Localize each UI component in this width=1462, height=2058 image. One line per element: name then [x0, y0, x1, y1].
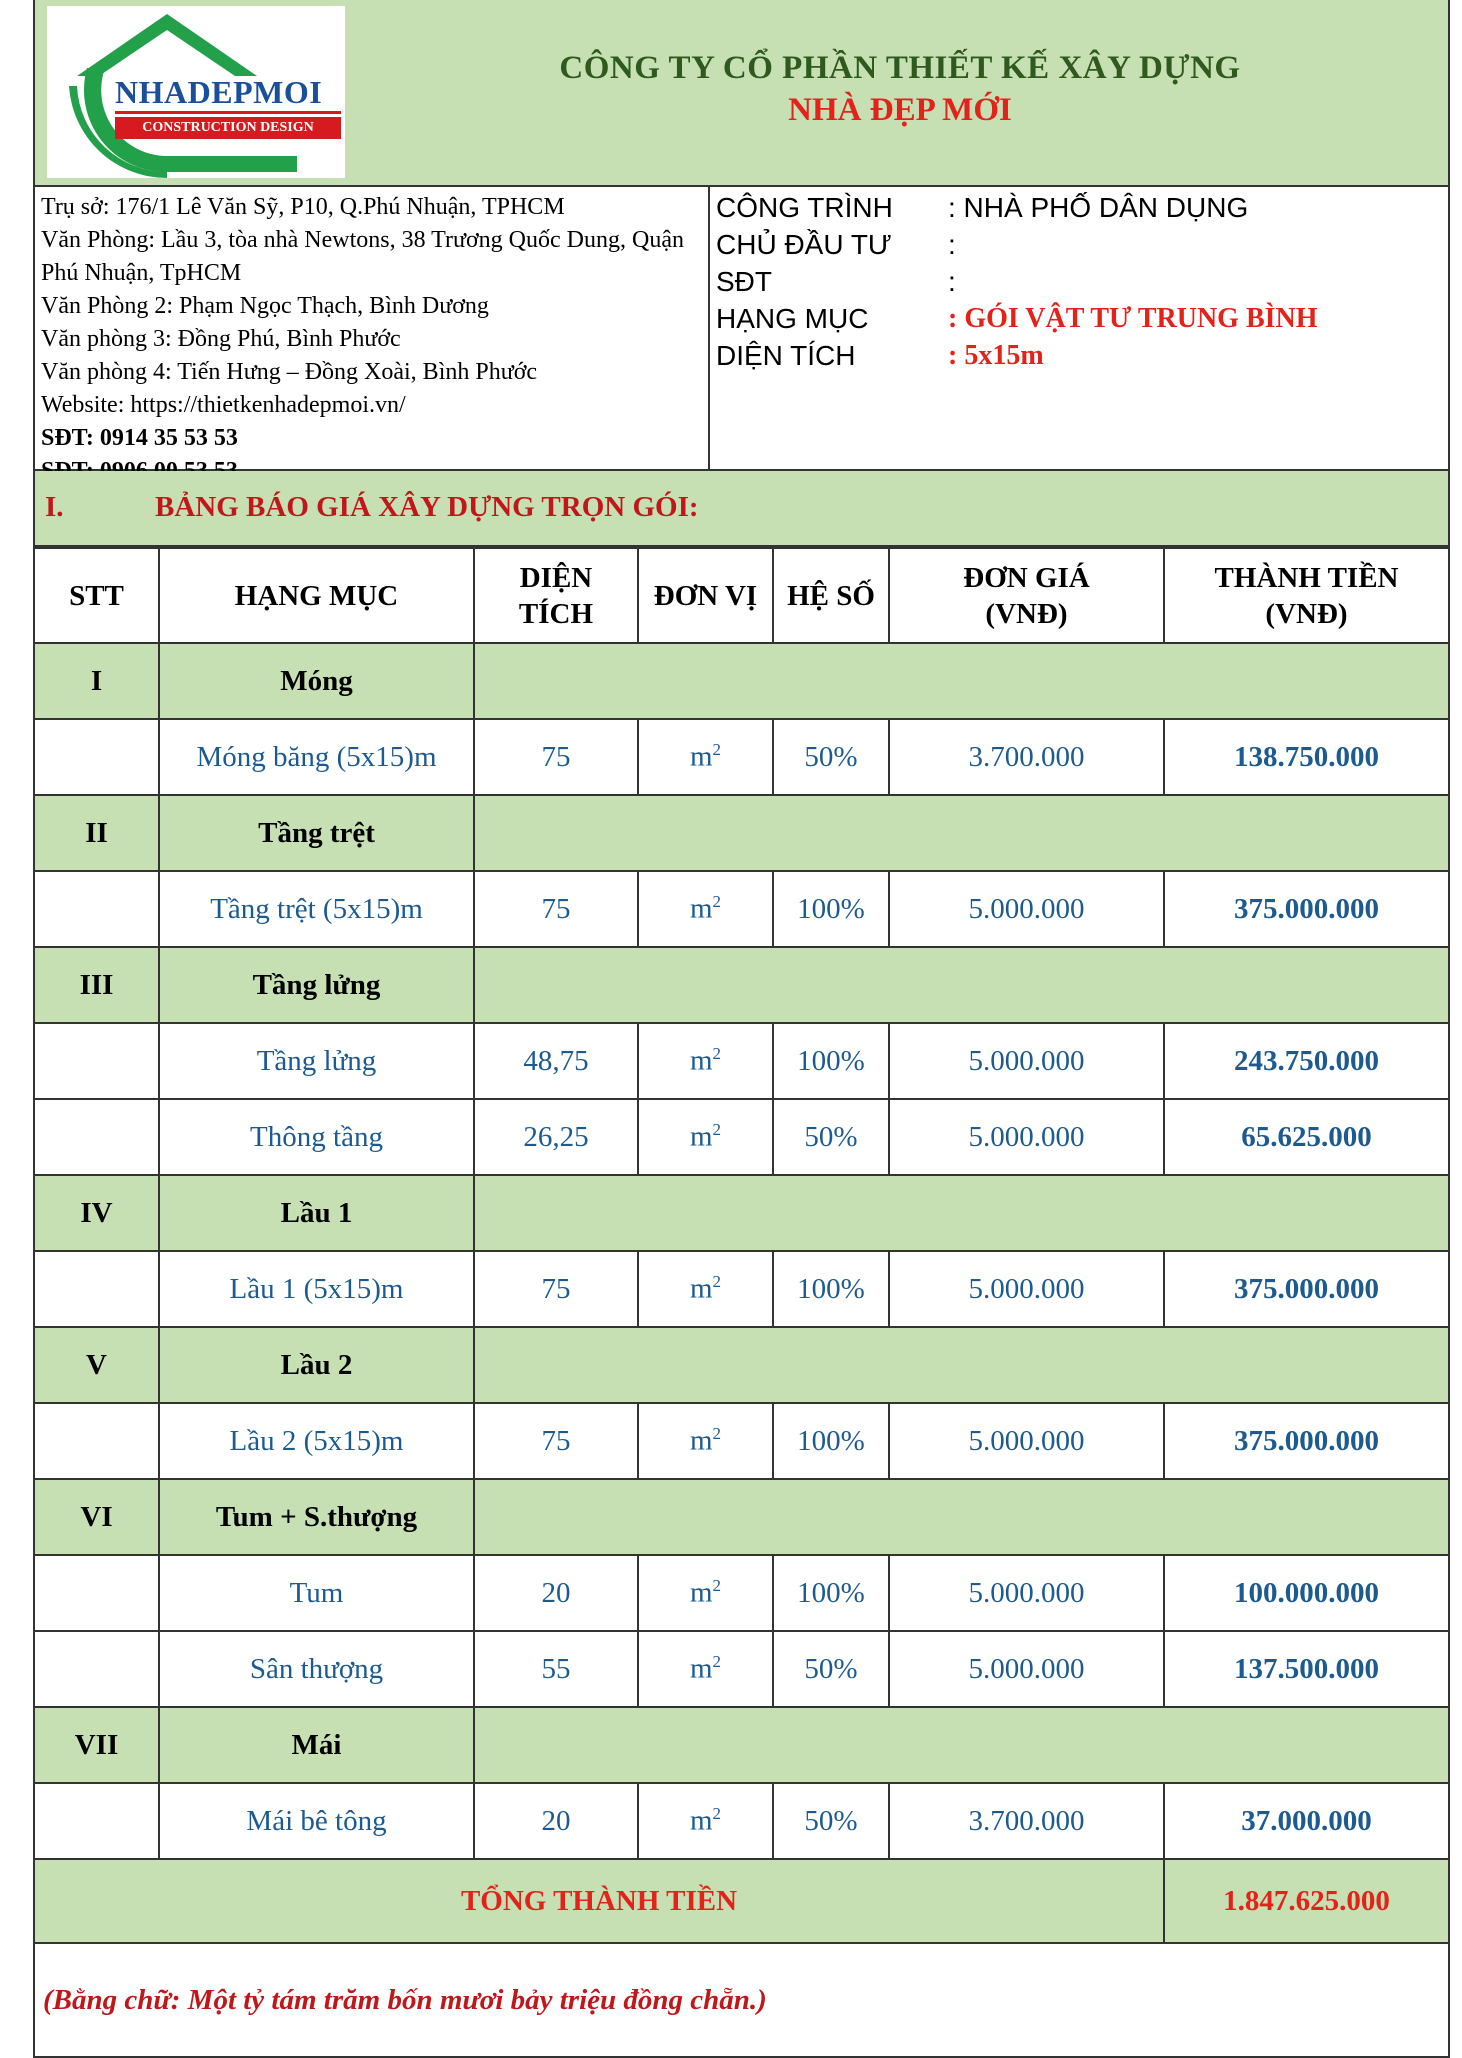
area-cell: 75: [474, 871, 638, 947]
unit-exponent: 2: [712, 1576, 722, 1596]
col-hang-muc: HẠNG MỤC: [159, 548, 474, 643]
group-name: Lầu 1: [159, 1175, 474, 1251]
unit-base: m: [689, 1120, 713, 1153]
price-cell: 5.000.000: [889, 1555, 1164, 1631]
table-row: [35, 1403, 1448, 1479]
table-row: [35, 1023, 1448, 1099]
coef-cell: 50%: [773, 1631, 889, 1707]
stt-cell: [35, 1783, 159, 1859]
item-name: Tầng trệt (5x15)m: [159, 871, 474, 947]
amount-in-words: [35, 1944, 1448, 2056]
stt-cell: [35, 1555, 159, 1631]
area-cell: 75: [474, 719, 638, 795]
price-cell: 5.000.000: [889, 1631, 1164, 1707]
project-info: [710, 187, 1448, 469]
unit-cell: [638, 1555, 773, 1631]
group-row: [35, 1479, 1448, 1555]
area-cell: 20: [474, 1783, 638, 1859]
item-name: Mái bê tông: [159, 1783, 474, 1859]
stt-cell: [35, 1023, 159, 1099]
unit-exponent: 2: [712, 892, 722, 912]
unit-exponent: 2: [712, 1652, 722, 1672]
col-dien-tich: DIỆN TÍCH: [474, 548, 638, 643]
price-cell: 3.700.000: [889, 1783, 1164, 1859]
header: [35, 0, 1448, 187]
package-label: HẠNG MỤC: [716, 303, 869, 334]
group-name: Móng: [159, 643, 474, 719]
area-cell: 55: [474, 1631, 638, 1707]
col-don-gia: ĐƠN GIÁ (VNĐ): [889, 548, 1164, 643]
phone-value: :: [948, 266, 956, 297]
price-cell: 5.000.000: [889, 1403, 1164, 1479]
group-name: Tầng lửng: [159, 947, 474, 1023]
total-row: [35, 1859, 1448, 1943]
coef-cell: 100%: [773, 1023, 889, 1099]
coef-cell: 50%: [773, 1099, 889, 1175]
group-stt: IV: [35, 1175, 159, 1251]
info-block: [35, 187, 1448, 471]
unit-cell: [638, 1023, 773, 1099]
col-don-vi: ĐƠN VỊ: [638, 548, 773, 643]
table-row: [35, 719, 1448, 795]
col-he-so: HỆ SỐ: [773, 548, 889, 643]
total-cell: 137.500.000: [1164, 1631, 1448, 1707]
unit-base: m: [689, 1044, 713, 1077]
area-cell: 20: [474, 1555, 638, 1631]
unit-base: m: [689, 1804, 713, 1837]
item-name: Sân thượng: [159, 1631, 474, 1707]
unit-exponent: 2: [712, 1424, 722, 1444]
group-stt: II: [35, 795, 159, 871]
package-value: : GÓI VẬT TƯ TRUNG BÌNH: [948, 303, 1318, 334]
address-block: [35, 187, 710, 469]
group-row: [35, 795, 1448, 871]
unit-exponent: 2: [712, 1044, 722, 1064]
total-cell: 65.625.000: [1164, 1099, 1448, 1175]
group-name: Lầu 2: [159, 1327, 474, 1403]
unit-exponent: 2: [712, 740, 722, 760]
group-filler: [474, 643, 1448, 719]
table-header-row: [35, 548, 1448, 643]
group-name: Tầng trệt: [159, 795, 474, 871]
coef-cell: 50%: [773, 719, 889, 795]
group-filler: [474, 947, 1448, 1023]
group-stt: VI: [35, 1479, 159, 1555]
total-cell: 100.000.000: [1164, 1555, 1448, 1631]
logo-tagline: CONSTRUCTION DESIGN: [115, 114, 341, 139]
section-number: I.: [45, 491, 64, 523]
area-label: DIỆN TÍCH: [716, 340, 856, 371]
unit-cell: [638, 871, 773, 947]
unit-cell: [638, 1403, 773, 1479]
unit-cell: [638, 719, 773, 795]
table-row: [35, 1783, 1448, 1859]
group-stt: III: [35, 947, 159, 1023]
unit-cell: [638, 1099, 773, 1175]
table-body: [35, 643, 1448, 1859]
stt-cell: [35, 719, 159, 795]
price-cell: 5.000.000: [889, 871, 1164, 947]
area-cell: 75: [474, 1403, 638, 1479]
total-cell: 375.000.000: [1164, 1251, 1448, 1327]
investor-value: :: [948, 229, 956, 260]
section-title: [35, 471, 1448, 547]
coef-cell: 100%: [773, 1403, 889, 1479]
area-cell: 75: [474, 1251, 638, 1327]
unit-base: m: [689, 1272, 713, 1305]
brand-name: NHÀ ĐẸP MỚI: [788, 92, 1012, 128]
address-line: Văn Phòng: Lầu 3, tòa nhà Newtons, 38 Trương Quốc Dung, Quận Phú Nhuận, TpHCM: [41, 227, 684, 286]
table-row: [35, 1631, 1448, 1707]
total-cell: 138.750.000: [1164, 719, 1448, 795]
quotation-table: [35, 547, 1448, 1944]
price-cell: 3.700.000: [889, 719, 1164, 795]
area-cell: 48,75: [474, 1023, 638, 1099]
unit-cell: [638, 1251, 773, 1327]
group-name: Mái: [159, 1707, 474, 1783]
col-stt: STT: [35, 548, 159, 643]
group-filler: [474, 1707, 1448, 1783]
address-line: Văn phòng 3: Đồng Phú, Bình Phước: [41, 326, 401, 352]
amount-in-words-text: (Bằng chữ: Một tỷ tám trăm bốn mươi bảy triệu đồng chẵn.): [43, 1984, 767, 2016]
price-cell: 5.000.000: [889, 1251, 1164, 1327]
quotation-sheet: [33, 0, 1450, 2058]
coef-cell: 50%: [773, 1783, 889, 1859]
unit-cell: [638, 1631, 773, 1707]
unit-base: m: [689, 1424, 713, 1457]
unit-base: m: [689, 740, 713, 773]
unit-base: m: [689, 1576, 713, 1609]
group-filler: [474, 1479, 1448, 1555]
logo-name: NHADEPMOI: [115, 74, 323, 110]
total-cell: 375.000.000: [1164, 1403, 1448, 1479]
table-row: [35, 1251, 1448, 1327]
group-stt: VII: [35, 1707, 159, 1783]
phone-1: SĐT: 0914 35 53 53: [41, 425, 238, 451]
col-thanh-tien: THÀNH TIỀN (VNĐ): [1164, 548, 1448, 643]
section-heading: BẢNG BÁO GIÁ XÂY DỰNG TRỌN GÓI:: [155, 491, 699, 523]
project-label: CÔNG TRÌNH: [716, 192, 893, 223]
group-row: [35, 947, 1448, 1023]
item-name: Lầu 2 (5x15)m: [159, 1403, 474, 1479]
address-line: Văn Phòng 2: Phạm Ngọc Thạch, Bình Dương: [41, 293, 489, 319]
price-cell: 5.000.000: [889, 1023, 1164, 1099]
item-name: Thông tầng: [159, 1099, 474, 1175]
website-link[interactable]: Website: https://thietkenhadepmoi.vn/: [41, 392, 406, 418]
item-name: Tum: [159, 1555, 474, 1631]
unit-cell: [638, 1783, 773, 1859]
unit-base: m: [689, 892, 713, 925]
item-name: Móng băng (5x15)m: [159, 719, 474, 795]
coef-cell: 100%: [773, 1251, 889, 1327]
area-value: : 5x15m: [948, 340, 1044, 371]
group-filler: [474, 1327, 1448, 1403]
address-line: Văn phòng 4: Tiến Hưng – Đồng Xoài, Bình Phước: [41, 359, 538, 385]
group-row: [35, 643, 1448, 719]
stt-cell: [35, 1099, 159, 1175]
table-row: [35, 1555, 1448, 1631]
total-cell: 375.000.000: [1164, 871, 1448, 947]
group-row: [35, 1707, 1448, 1783]
item-name: Lầu 1 (5x15)m: [159, 1251, 474, 1327]
table-row: [35, 1099, 1448, 1175]
address-line: Trụ sở: 176/1 Lê Văn Sỹ, P10, Q.Phú Nhuận, TPHCM: [41, 194, 565, 220]
company-logo: [47, 6, 345, 178]
group-filler: [474, 1175, 1448, 1251]
stt-cell: [35, 1251, 159, 1327]
unit-exponent: 2: [712, 1272, 722, 1292]
group-name: Tum + S.thượng: [159, 1479, 474, 1555]
stt-cell: [35, 1631, 159, 1707]
group-stt: I: [35, 643, 159, 719]
unit-base: m: [689, 1652, 713, 1685]
unit-exponent: 2: [712, 1804, 722, 1824]
item-name: Tầng lửng: [159, 1023, 474, 1099]
coef-cell: 100%: [773, 1555, 889, 1631]
total-cell: 37.000.000: [1164, 1783, 1448, 1859]
stt-cell: [35, 1403, 159, 1479]
total-cell: 243.750.000: [1164, 1023, 1448, 1099]
group-stt: V: [35, 1327, 159, 1403]
investor-label: CHỦ ĐẦU TƯ: [716, 229, 892, 260]
group-row: [35, 1327, 1448, 1403]
unit-exponent: 2: [712, 1120, 722, 1140]
total-label: TỔNG THÀNH TIỀN: [35, 1859, 1164, 1943]
stt-cell: [35, 871, 159, 947]
total-value: 1.847.625.000: [1164, 1859, 1448, 1943]
company-name: CÔNG TY CỔ PHẦN THIẾT KẾ XÂY DỰNG: [559, 50, 1241, 86]
price-cell: 5.000.000: [889, 1099, 1164, 1175]
coef-cell: 100%: [773, 871, 889, 947]
group-filler: [474, 795, 1448, 871]
project-value: : NHÀ PHỐ DÂN DỤNG: [948, 192, 1249, 223]
phone-label: SĐT: [716, 266, 772, 297]
area-cell: 26,25: [474, 1099, 638, 1175]
table-row: [35, 871, 1448, 947]
group-row: [35, 1175, 1448, 1251]
